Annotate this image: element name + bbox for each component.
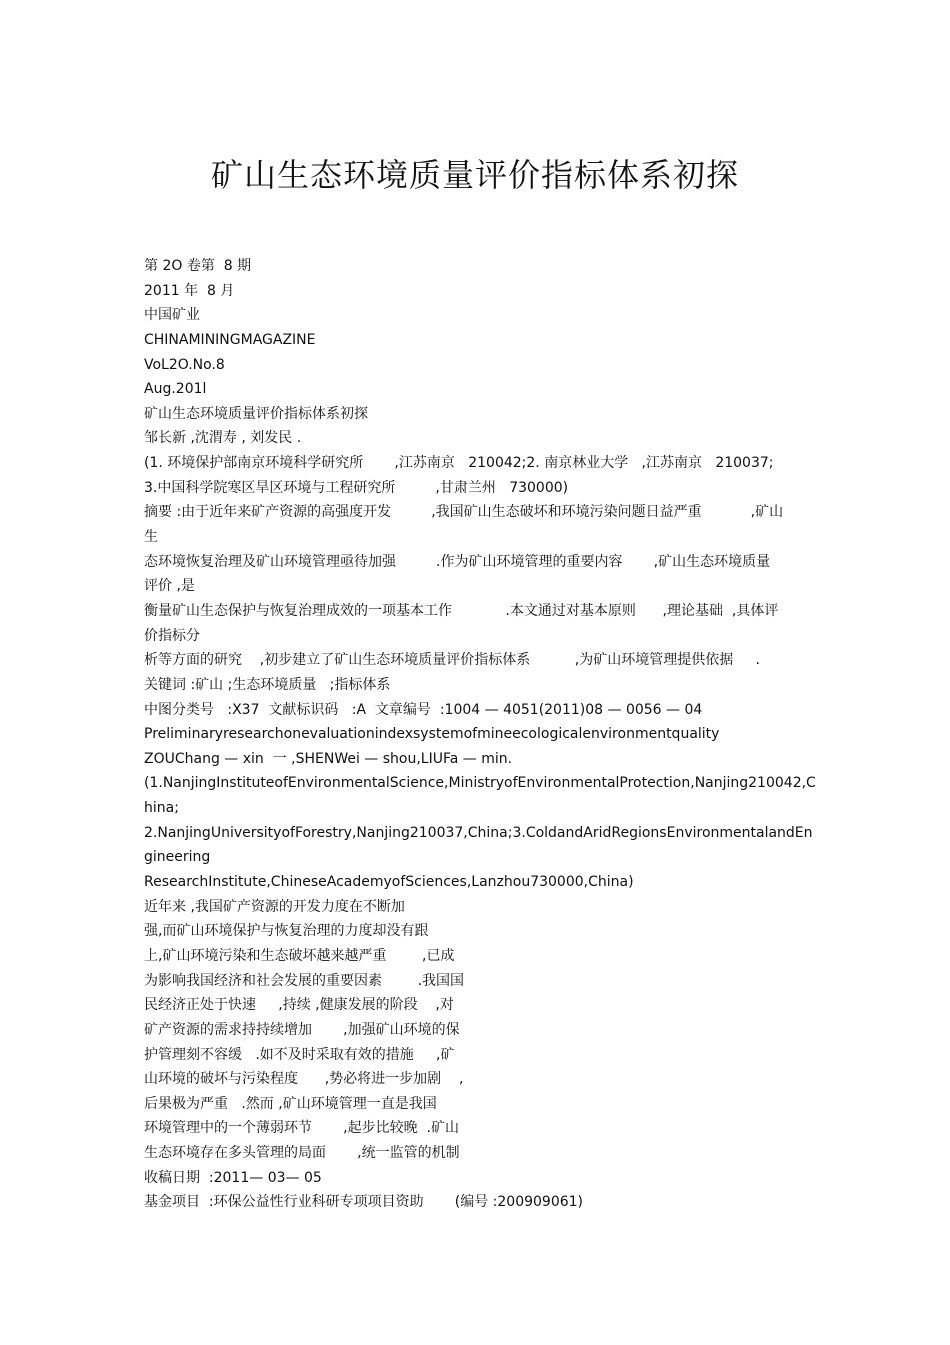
text-line: 生态环境存在多头管理的局面 ,统一监管的机制 (144, 1145, 460, 1162)
text-line: 矿产资源的需求持持续增加 ,加强矿山环境的保 (144, 1021, 460, 1038)
text-line: 中图分类号 :X37 文献标识码 :A 文章编号 :1004 — 4051(2011)08 — 0056 — 04 (144, 701, 703, 718)
text-line: 收稿日期 :2011— 03— 05 (144, 1169, 322, 1186)
text-line: 2.NanjingUniversityofForestry,Nanjing210037,China;3.ColdandAridRegionsEnvironmentalandEn (144, 824, 813, 841)
text-line: 关键词 :矿山 ;生态环境质量 ;指标体系 (144, 676, 391, 693)
text-line: 衡量矿山生态保护与恢复治理成效的一项基本工作 .本文通过对基本原则 ,理论基础 ,具体评 (144, 602, 779, 619)
text-line: 护管理刻不容缓 .如不及时采取有效的措施 ,矿 (144, 1046, 455, 1063)
body-text (144, 254, 814, 1215)
paper-title: 矿山生态环境质量评价指标体系初探 (210, 156, 739, 194)
text-line: 环境管理中的一个薄弱环节 ,起步比较晚 .矿山 (144, 1120, 459, 1137)
text-line: ResearchInstitute,ChineseAcademyofSciences,Lanzhou730000,China) (144, 874, 634, 891)
text-line: 评价 ,是 (144, 578, 195, 595)
text-line: 析等方面的研究 ,初步建立了矿山生态环境质量评价指标体系 ,为矿山环境管理提供依据 . (144, 652, 760, 669)
text-line: 第 2O 卷第 8 期 (144, 258, 252, 274)
text-line: 强,而矿山环境保护与恢复治理的力度却没有跟 (144, 923, 429, 940)
text-line: 山环境的破坏与污染程度 ,势必将进一步加剧 , (144, 1071, 464, 1088)
text-line: 近年来 ,我国矿产资源的开发力度在不断加 (144, 898, 405, 915)
text-line: gineering (144, 849, 211, 866)
text-line: 摘要 :由于近年来矿产资源的高强度开发 ,我国矿山生态破坏和环境污染问题日益严重 ,矿山 (144, 504, 784, 521)
text-line: 基金项目 :环保公益性行业科研专项项目资助 (编号 :200909061) (144, 1194, 584, 1211)
text-line: (1. 环境保护部南京环境科学研究所 ,江苏南京 210042;2. 南京林业大学 ,江苏南京 210037; (144, 455, 774, 472)
text-line: (1.NanjingInstituteofEnvironmentalScience,MinistryofEnvironmentalProtection,Nanjing210042,C (144, 775, 816, 792)
text-line: 民经济正处于快速 ,持续 ,健康发展的阶段 ,对 (144, 997, 454, 1014)
text-line: hina; (144, 800, 179, 817)
text-line: Preliminaryresearchonevaluationindexsystemofmineecologicalenvironmentquality (144, 726, 720, 743)
text-line: 后果极为严重 .然而 ,矿山环境管理一直是我国 (144, 1095, 437, 1112)
text-line: 为影响我国经济和社会发展的重要因素 .我国国 (144, 972, 465, 989)
text-line: Aug.201l (144, 381, 207, 398)
text-line: ZOUChang — xin 一 ,SHENWei — shou,LIUFa — min. (144, 750, 513, 767)
text-line: 2011 年 8 月 (144, 282, 235, 299)
text-line: 3.中国科学院寒区旱区环境与工程研究所 ,甘肃兰州 730000) (144, 479, 569, 496)
text-line: 生 (144, 529, 158, 546)
text-line: 价指标分 (144, 627, 200, 644)
text-line: 态环境恢复治理及矿山环境管理亟待加强 .作为矿山环境管理的重要内容 ,矿山生态环境质量 (144, 553, 771, 570)
text-line: CHINAMININGMAGAZINE (144, 331, 316, 348)
text-line: 邹长新 ,沈渭寿 , 刘发民 . (144, 430, 302, 447)
text-line: 矿山生态环境质量评价指标体系初探 (144, 405, 368, 422)
text-line: 中国矿业 (144, 307, 200, 324)
text-line: 上,矿山环境污染和生态破坏越来越严重 ,已成 (144, 947, 455, 964)
text-line: VoL2O.No.8 (144, 356, 225, 373)
